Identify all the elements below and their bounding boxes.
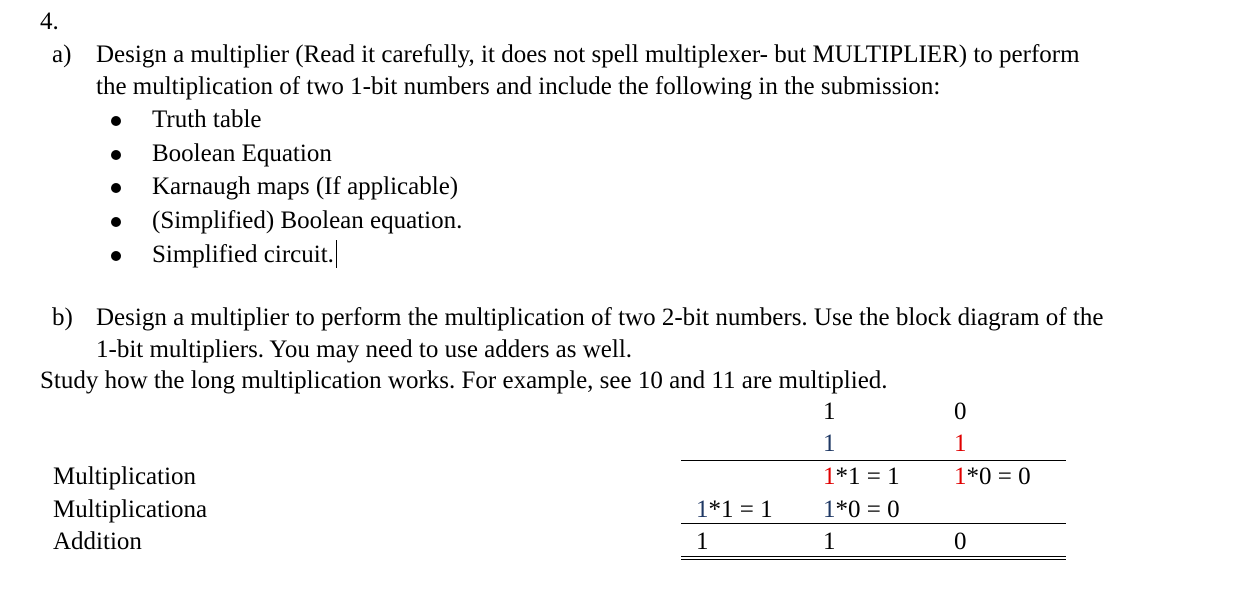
text-cursor — [336, 240, 337, 268]
multiplier-bit-0: 1 — [954, 430, 967, 457]
list-item: Truth table — [152, 106, 262, 133]
product-cell: 1*0 = 0 — [823, 496, 900, 523]
product-cell: 1*1 = 1 — [696, 496, 773, 523]
divider-line — [681, 523, 1066, 524]
multiplicand-bit-0: 0 — [954, 398, 967, 425]
list-item: Karnaugh maps (If applicable) — [152, 173, 459, 200]
list-item: (Simplified) Boolean equation. — [152, 207, 463, 234]
bullet-icon — [111, 217, 121, 227]
list-item: Simplified circuit. — [152, 241, 334, 268]
product-cell: 1*0 = 0 — [954, 463, 1031, 490]
bullet-icon — [111, 183, 121, 193]
study-text: Study how the long multiplication works. For example, see 10 and 11 are multiplied. — [40, 367, 888, 394]
double-underline-top — [681, 556, 1066, 557]
sum-bit-0: 0 — [954, 528, 967, 555]
multiplicand-bit-1: 1 — [823, 398, 836, 425]
question-number: 4. — [40, 8, 59, 35]
list-item-with-caret — [152, 239, 337, 271]
bullet-icon — [111, 116, 121, 126]
row-label-multiplication: Multiplication — [53, 463, 197, 490]
part-a-line2: the multiplication of two 1-bit numbers and include the following in the submission: — [96, 73, 941, 100]
part-b-label: b) — [52, 304, 73, 331]
bullet-icon — [111, 150, 121, 160]
part-a-label: a) — [52, 41, 72, 68]
part-a-line1: Design a multiplier (Read it carefully, it does not spell multiplexer- but MULTIPLIER) to perform — [96, 41, 1080, 68]
product-cell: 1*1 = 1 — [823, 463, 900, 490]
part-b-line1: Design a multiplier to perform the multiplication of two 2-bit numbers. Use the block diagram of the — [96, 304, 1104, 331]
row-label-addition: Addition — [53, 528, 142, 555]
bullet-icon — [111, 251, 121, 261]
multiplier-bit-1: 1 — [823, 430, 836, 457]
row-label-multiplicationa: Multiplicationa — [53, 496, 208, 523]
part-b-line2: 1-bit multipliers. You may need to use adders as well. — [96, 336, 633, 363]
sum-bit-1: 1 — [823, 528, 836, 555]
double-underline-bottom — [681, 559, 1066, 560]
list-item: Boolean Equation — [152, 140, 332, 167]
sum-bit-2: 1 — [696, 528, 709, 555]
